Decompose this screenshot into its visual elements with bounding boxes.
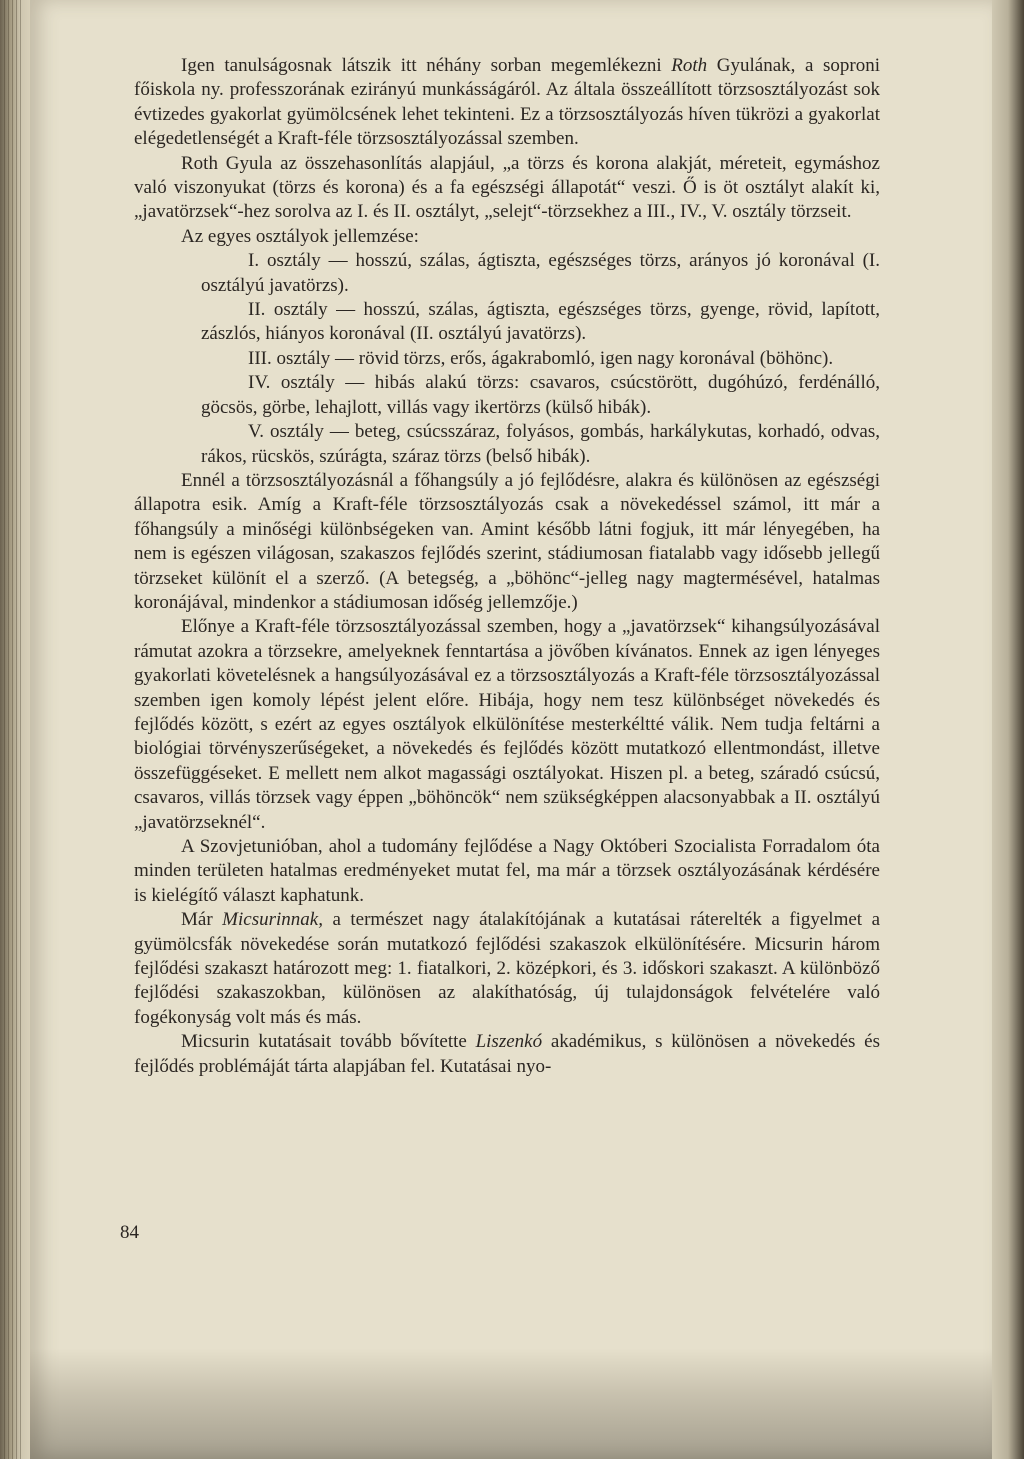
text-run: Az egyes osztályok jellemzése: — [181, 225, 419, 247]
text-run: Roth Gyula az összehasonlítás alapjául, „a törzs és korona alakját, méreteit, egymáshoz való viszonyukat (törzs és korona) és a fa egészségi állapotát“ veszi. Ő is öt osztályt alakít ki, „javatörzsek“-hez sorolva az I. és II. osztályt, „selejt“-törzsekhez a III., IV., V. osztály törzseit. — [134, 152, 880, 223]
text-run: Ennél a törzsosztályozásnál a főhangsúly a jó fejlődésre, alakra és különösen az egészségi állapotra esik. Amíg a Kraft-féle törzsosztályozás csak a növekedéssel számol, itt már a főhangsúly a minőségi különbségeken van. Amint később látni fogjuk, itt már lényegében, ha nem is egészen világosan, szakaszos fejlődés szerint, stádiumosan fiatalabb vagy idősebb jellegű törzseket különít el a szerző. (A betegség, a „böhönc“-jelleg nagy magtermésével, hatalmas koronájával, mindenkor a stádiumosan időség jellemzője.) — [134, 469, 880, 613]
class-list-item — [134, 420, 880, 469]
page-edge — [992, 0, 1024, 1459]
text-run: Előnye a Kraft-féle törzsosztályozással szemben, hogy a „javatörzsek“ kihangsúlyozásával rámutat azokra a törzsekre, amelyeknek fenntartása a jövőben kívánatos. Ennek az igen lényeges gyakorlati követelésnek a hangsúlyozásával ez a törzsosztályozás a Kraft-féle törzsosztályozással szemben igen komoly lépést jelent előre. Hibája, hogy nem tesz különbséget növekedés és fejlődés között, s ezért az egyes osztályok elkülönítése mesterkéltté válik. Nem tudja feltárni a biológiai törvényszerűségeket, a növekedés és fejlődés között mutatkozó ellentmondást, illetve összefüggéseket. E mellett nem alkot magassági osztályokat. Hiszen pl. a beteg, száradó csúcsú, csavaros, villás törzsek vagy éppen „böhöncök“ nem szükségképpen alacsonyabbak a II. osztályú „javatörzseknél“. — [134, 616, 880, 833]
class-number: I. — [248, 250, 267, 272]
text-run: akadémikus, s különösen a növekedés és fejlődés problémáját tárta alapjában fel. Kutatásai nyo- — [134, 1031, 880, 1077]
text-run: osztály — hosszú, szálas, ágtiszta, egészséges törzs, gyenge, rövid, lapított, zászlós, hiányos koronával (II. osztályú javatörzs). — [201, 299, 881, 345]
class-number: V. — [248, 421, 271, 443]
paragraph — [134, 615, 880, 835]
paragraph — [134, 152, 880, 225]
italic-name: Micsurinnak, — [222, 909, 323, 931]
paragraph — [134, 54, 880, 152]
text-run: A Szovjetunióban, ahol a tudomány fejlődése a Nagy Októberi Szocialista Forradalom óta minden területen hatalmas eredményeket mutat fel, ma már a törzsek osztályozásának kérdésére is kielégítő választ kaphatunk. — [134, 836, 880, 906]
paragraph — [134, 1030, 880, 1079]
text-run: a természet nagy átalakítójának a kutatásai ráterelték a figyelmet a gyümölcsfák növekedése során mutatkozó fejlődési szakaszok elkülönítésére. Micsurin három fejlődési szakaszt határozott meg: 1. fiatalkori, 2. középkori, és 3. időskori szakaszt. A különböző fejlődési szakaszokban, különösen az alakíthatóság, új tulajdonságok felvételére való fogékonyság volt más és más. — [134, 909, 881, 1028]
text-run: Gyulának, a soproni főiskola ny. professzorának ezirányú munkásságáról. Az általa összeállított törzsosztályozást sok évtizedes gyakorlat gyümölcsének lehet tekinteni. Ez a törzsosztályozás híven tükrözi a gyakorlat elégedetlenségét a Kraft-féle törzsosztályozással szemben. — [134, 55, 880, 150]
italic-name: Roth — [671, 55, 708, 76]
binding-stitching — [4, 0, 22, 1459]
class-list-item — [134, 249, 880, 298]
text-run: Már — [181, 909, 223, 931]
text-run: Micsurin kutatásait tovább bővítette — [181, 1031, 476, 1053]
section-heading — [134, 225, 880, 249]
class-list-item — [134, 298, 880, 347]
italic-name: Liszenkó — [475, 1031, 543, 1053]
paragraph — [134, 908, 880, 1030]
text-run: osztály — beteg, csúcsszáraz, folyásos, gombás, harkálykutas, korhadó, odvas, rákos, rücskös, szúrágta, száraz törzs (belső hibák). — [201, 421, 880, 467]
paragraph — [134, 469, 880, 615]
class-list-item — [134, 347, 880, 371]
text-run: osztály — hibás alakú törzs: csavaros, csúcstörött, dugóhúzó, ferdénálló, göcsös, görbe, lehajlott, villás vagy ikertörzs (külső hibák). — [201, 372, 880, 418]
text-run: osztály — rövid törzs, erős, ágakrabomló, igen nagy koronával (böhönc). — [276, 347, 834, 369]
text-run: osztály — hosszú, szálas, ágtiszta, egészséges törzs, arányos jó koronával (I. osztályú javatörzs). — [201, 250, 880, 296]
class-number: III. — [248, 347, 277, 369]
bottom-shadow — [30, 1348, 992, 1459]
text-run: Igen tanulságosnak látszik itt néhány sorban megemlékezni — [181, 55, 672, 76]
paragraph — [134, 835, 880, 908]
class-number: II. — [248, 299, 274, 321]
body-text — [134, 54, 880, 1079]
class-list-item — [134, 371, 880, 420]
class-number: IV. — [248, 372, 281, 394]
page-number: 84 — [120, 1222, 139, 1243]
